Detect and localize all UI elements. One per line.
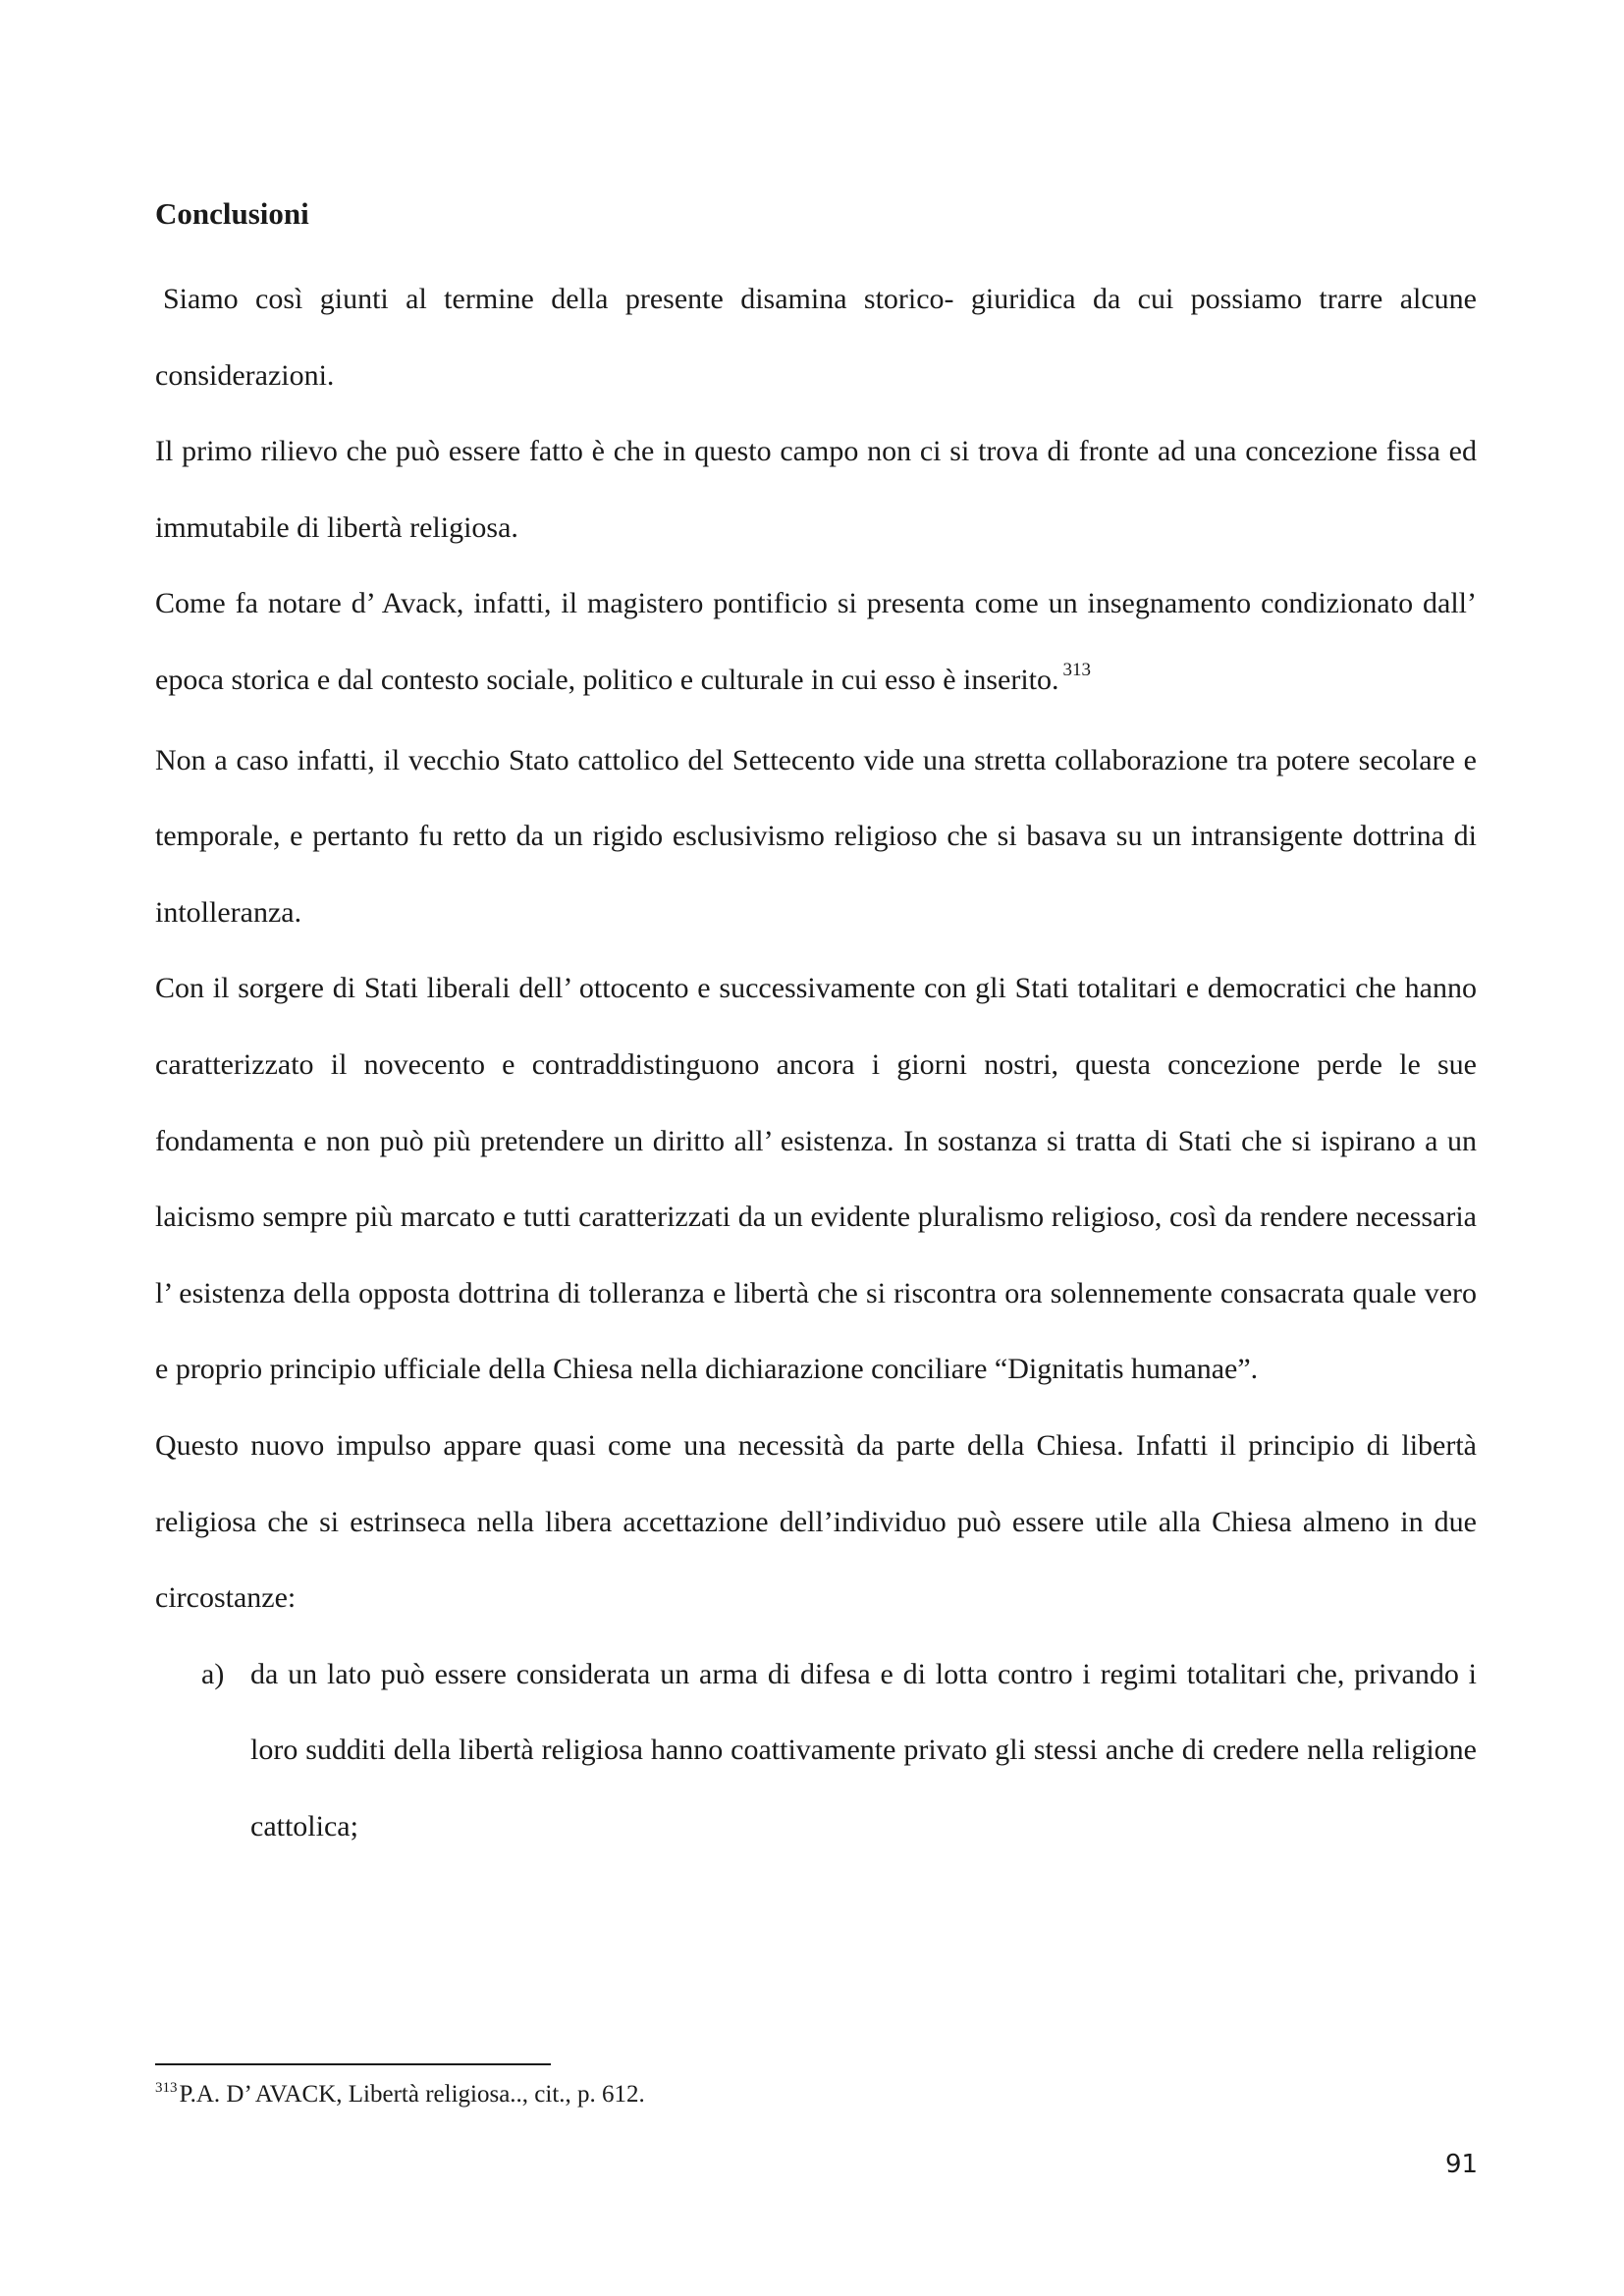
list-marker: a) bbox=[201, 1657, 225, 1690]
paragraph-1: Siamo così giunti al termine della presente disamina storico- giuridica da cui possiamo trarre alcune considerazioni. bbox=[155, 283, 1477, 392]
list-item-text: da un lato può essere considerata un arma di difesa e di lotta contro i regimi totalitari che, privando i loro sudditi della libertà religiosa hanno coattivamente privato gli stessi anche di credere nella religione cattolica; bbox=[250, 1657, 1477, 1842]
body-text bbox=[155, 261, 1477, 1864]
paragraph-3 bbox=[155, 565, 1477, 721]
footnote-reference[interactable]: 313 bbox=[1062, 659, 1092, 680]
paragraph-6: Questo nuovo impulso appare quasi come una necessità da parte della Chiesa. Infatti il principio di libertà religiosa che si estrinseca nella libera accettazione dell’individuo può essere utile alla Chiesa almeno in due circostanze: bbox=[155, 1428, 1477, 1615]
footnote-separator bbox=[155, 2063, 551, 2065]
paragraph-2: Il primo rilievo che può essere fatto è che in questo campo non ci si trova di fronte ad una concezione fissa ed immutabile di libertà religiosa. bbox=[155, 435, 1477, 544]
footnote bbox=[155, 2079, 645, 2113]
footnote-number: 313 bbox=[155, 2080, 178, 2096]
list-item bbox=[201, 1636, 1477, 1865]
paragraph-5: Con il sorgere di Stati liberali dell’ ottocento e successivamente con gli Stati totalitari e democratici che hanno caratterizzato il novecento e contraddistinguono ancora i giorni nostri, questa concezione perde le sue fondamenta e non può più pretendere un diritto all’ esistenza. In sostanza si tratta di Stati che si ispirano a un laicismo sempre più marcato e tutti caratterizzati da un evidente pluralismo religioso, così da rendere necessaria l’ esistenza della opposta dottrina di tolleranza e libertà che si riscontra ora solennemente consacrata quale vero e proprio principio ufficiale della Chiesa nella dichiarazione conciliare “Dignitatis humanae”. bbox=[155, 972, 1477, 1386]
page-number: 91 bbox=[1445, 2150, 1479, 2179]
paragraph-3-text: Come fa notare d’ Avack, infatti, il magistero pontificio si presenta come un insegnamento condizionato dall’ epoca storica e dal contesto sociale, politico e culturale in cui esso è inserito. bbox=[155, 587, 1477, 696]
footnote-text: P.A. D’ AVACK, Libertà religiosa.., cit., p. 612. bbox=[179, 2081, 645, 2108]
paragraph-4: Non a caso infatti, il vecchio Stato cattolico del Settecento vide una stretta collaborazione tra potere secolare e temporale, e pertanto fu retto da un rigido esclusivismo religioso che si basava su un intransigente dottrina di intolleranza. bbox=[155, 743, 1477, 929]
section-heading: Conclusioni bbox=[155, 196, 309, 231]
